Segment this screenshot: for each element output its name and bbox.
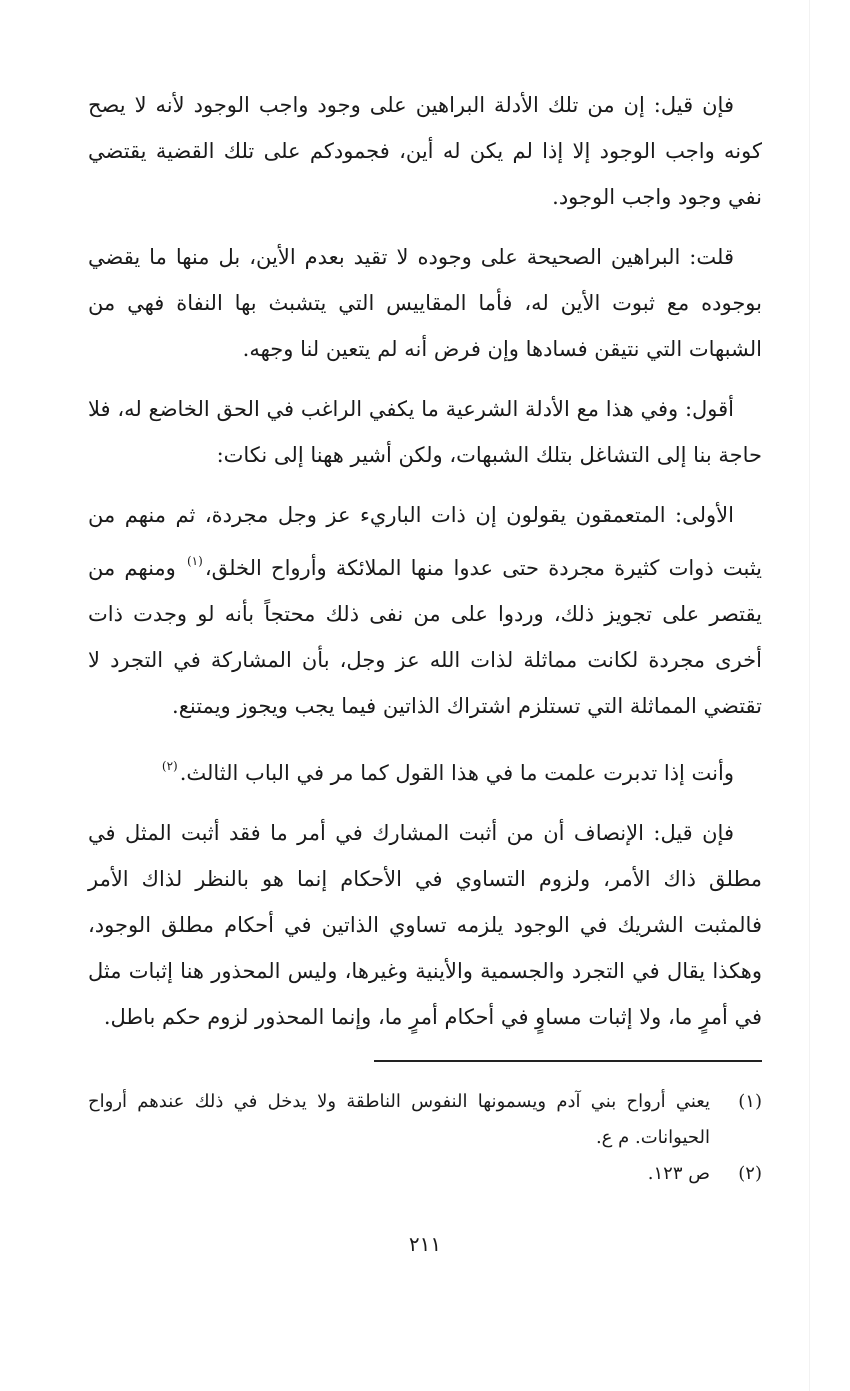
paragraph-2: قلت: البراهين الصحيحة على وجوده لا تقيد بعدم الأين، بل منها ما يقضي بوجوده مع ثبوت الأين له، فأما المقاييس التي يتشبث بها النفاة فهي من الشبهات التي نتيقن فسادها وإن فرض أنه لم يتعين لنا وجهه. [88, 245, 762, 361]
page-edge-shadow [809, 0, 810, 1391]
paragraph-5 [88, 743, 762, 796]
paragraph-4-part1: الأولى: المتعمقون يقولون إن ذات الباريء عز وجل مجردة، ثم منهم من يثبت ذوات كثيرة مجردة حتى عدوا منها الملائكة وأرواح الخلق، [88, 503, 762, 580]
footnote-2-text: ص ١٢٣. [647, 1163, 710, 1184]
paragraph-4-part2: ومنهم من يقتصر على تجويز ذلك، وردوا على من نفى ذلك محتجاً بأنه لو وجدت ذات أخرى مجردة لكانت مماثلة لذات الله عز وجل، بأن المشاركة في التجرد لا تقتضي المماثلة التي تستلزم اشتراك الذاتين فيما يجب ويجوز ويمتنع. [88, 556, 762, 718]
footnote-1-text: يعني أرواح بني آدم ويسمونها النفوس الناطقة ولا يدخل في ذلك عندهم أرواح الحيوانات. م ع. [88, 1091, 710, 1148]
paragraph-4 [88, 492, 762, 729]
paragraph-6: فإن قيل: الإنصاف أن من أثبت المشارك في أمر ما فقد أثبت المثل في مطلق ذاك الأمر، ولزوم التساوي في الأحكام إنما هو بالنظر لذاك الأمر فالمثبت الشريك في الوجود يلزمه تساوي الذاتين في أحكام مطلق الوجود، وهكذا يقال في التجرد والجسمية والأينية وغيرها، وليس المحذور هنا إثبات مثل في أمرٍ ما، ولا إثبات مساوٍ في أحكام أمرٍ ما، وإنما المحذور لزوم حكم باطل. [88, 821, 762, 1029]
footnote-ref-1: (١) [186, 554, 203, 568]
paragraph-1: فإن قيل: إن من تلك الأدلة البراهين على وجود واجب الوجود لأنه لا يصح كونه واجب الوجود إلا إذا لم يكن له أين، فجمودكم على تلك القضية يقتضي نفي وجود واجب الوجود. [88, 93, 762, 209]
footnote-1 [88, 1084, 762, 1156]
footnote-2 [88, 1156, 762, 1192]
footnotes [88, 1084, 762, 1192]
paragraph-5-text: وأنت إذا تدبرت علمت ما في هذا القول كما مر في الباب الثالث. [179, 761, 734, 785]
footnote-2-number: (٢) [738, 1163, 762, 1184]
footnote-1-number: (١) [738, 1091, 762, 1112]
footnote-separator [374, 1060, 762, 1062]
footnote-ref-2: (٢) [161, 759, 178, 773]
page-number: ٢١١ [408, 1232, 442, 1256]
paragraph-3: أقول: وفي هذا مع الأدلة الشرعية ما يكفي الراغب في الحق الخاضع له، فلا حاجة بنا إلى التشاغل بتلك الشبهات، ولكن أشير ههنا إلى نكات: [88, 397, 762, 467]
